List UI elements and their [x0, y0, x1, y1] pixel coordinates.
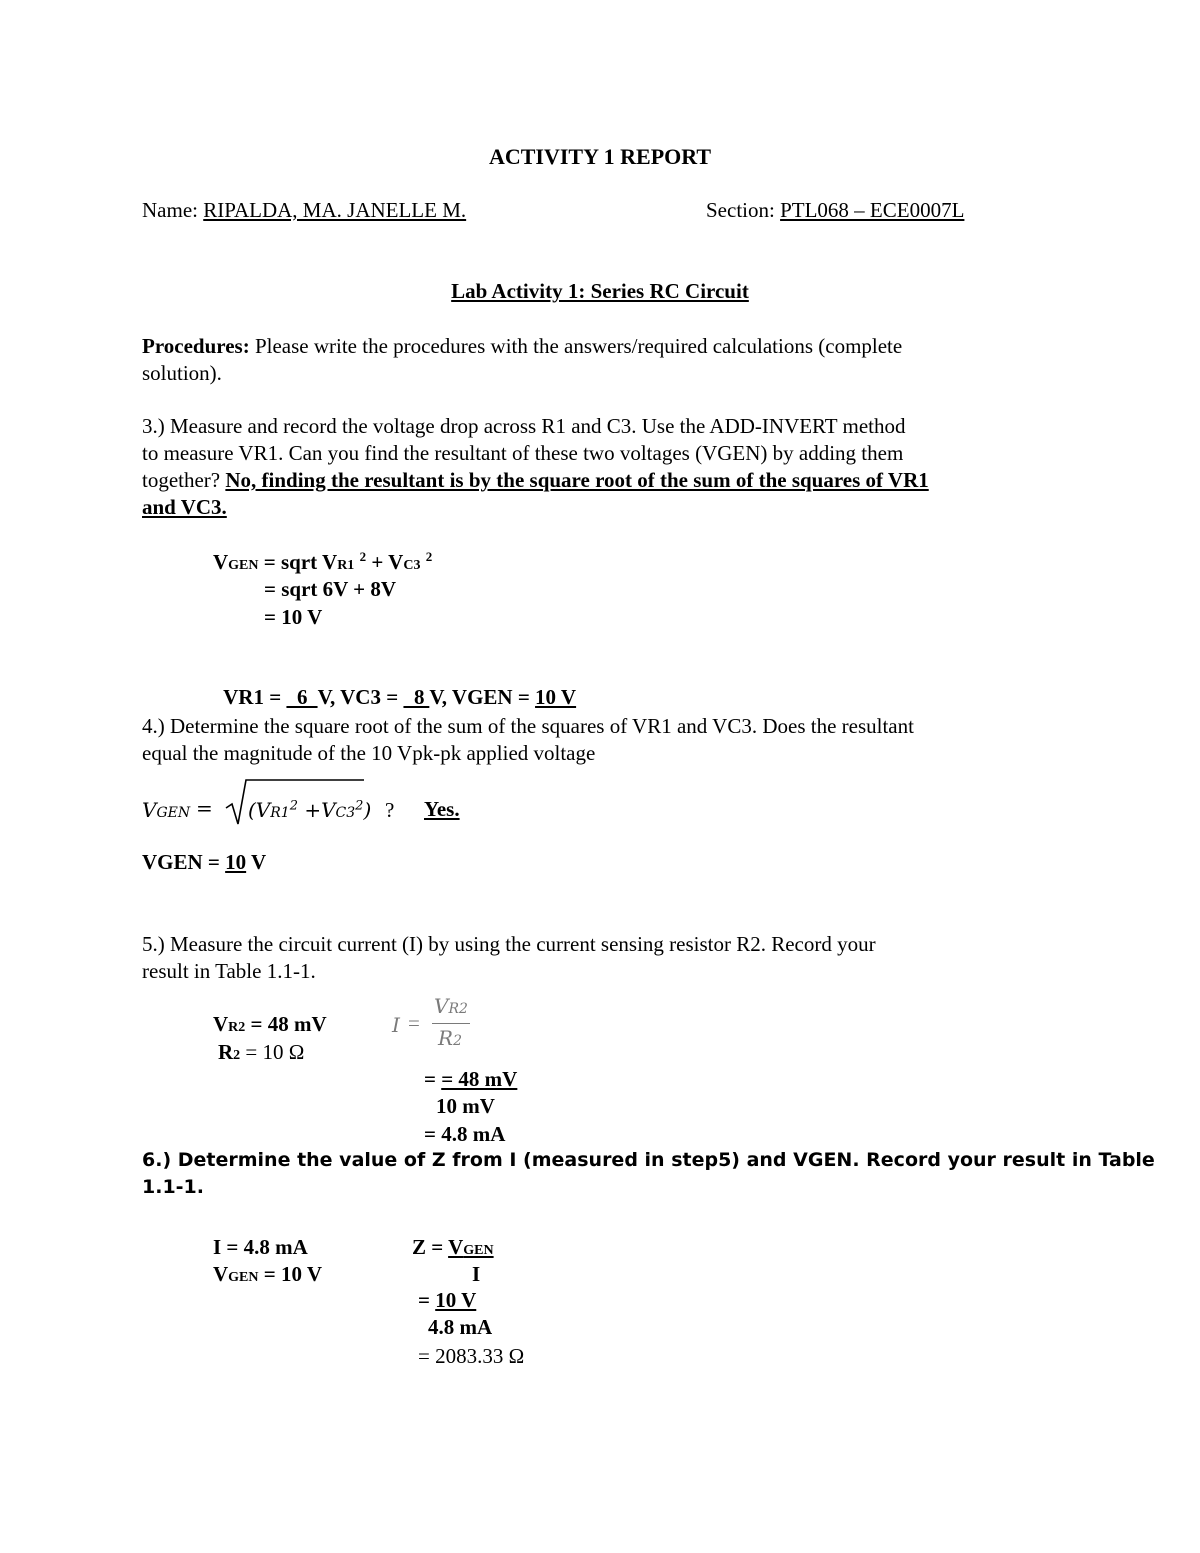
formula-i-den: R2	[438, 1026, 462, 1050]
calc-sq-2: 2	[425, 549, 433, 564]
calc-v: V	[213, 550, 229, 574]
fraction-bar	[432, 1023, 470, 1024]
step4-line1: 4.) Determine the square root of the sum of the squares of VR1 and VC3. Does the resultant	[142, 714, 914, 738]
vgen-label: V, VGEN =	[429, 685, 536, 710]
step6-z-result: = 2083.33 Ω	[418, 1344, 525, 1368]
z-line2-num: 10 V	[435, 1288, 477, 1312]
calc-eq-sqrt: = sqrt V	[258, 550, 338, 574]
step4-result-unit: V	[246, 850, 267, 874]
procedures-line	[142, 334, 902, 359]
step6-line1: 6.) Determine the value of Z from I (measured in step5) and VGEN. Record your result in Table	[142, 1149, 1155, 1171]
formula-i-num: VR2	[434, 994, 468, 1018]
step4-result-label: VGEN =	[142, 850, 226, 874]
vr1-label: VR1 =	[223, 685, 287, 710]
step6-z-line2-den: 4.8 mA	[428, 1315, 493, 1339]
name-value: RIPALDA, MA. JANELLE M.	[203, 198, 467, 222]
name-label: Name:	[142, 198, 198, 222]
step6-z-formula	[412, 1235, 494, 1260]
step5-line1: 5.) Measure the circuit current (I) by using the current sensing resistor R2. Record your	[142, 932, 876, 956]
formula-i-eq: =	[408, 1011, 420, 1035]
calc-r1-sub: R1	[337, 558, 355, 573]
vgen-value: 10 V	[535, 685, 577, 710]
z-label: Z =	[412, 1235, 449, 1259]
formula-radicand: $(VR1^2 +VC3^2)$	[248, 798, 372, 822]
procedures-text: Please write the procedures with the answers/required calculations (complete	[254, 334, 903, 358]
step6-vgen: VGEN = 10 V	[213, 1262, 323, 1286]
step3-calc-line2: = sqrt 6V + 8V	[264, 577, 397, 601]
page-title: ACTIVITY 1 REPORT	[488, 144, 712, 169]
vc3-value: 8	[403, 685, 430, 710]
procedures-text-2: solution).	[142, 361, 222, 385]
calc-gen-sub: GEN	[228, 558, 259, 573]
step3-answer: No, finding the resultant is by the square root of the sum of the squares of VR1	[225, 468, 929, 492]
step3-calc-line3: = 10 V	[264, 605, 323, 629]
step3-answer-cont: and VC3.	[142, 495, 227, 519]
step5-num-value: = 48 mV	[441, 1067, 518, 1091]
step3-line1: 3.) Measure and record the voltage drop across R1 and C3. Use the ADD-INVERT method	[142, 414, 906, 438]
step5-r2: R2 = 10 Ω	[218, 1040, 305, 1064]
step4-formula	[142, 784, 442, 834]
step4-result-value: 10	[225, 850, 247, 874]
section-label: Section:	[706, 198, 775, 222]
step6-line2: 1.1-1.	[142, 1176, 204, 1198]
formula-gen-sub: GEN	[156, 805, 191, 821]
step3-line3	[142, 468, 929, 493]
section-line	[706, 198, 964, 223]
calc-plus-v: + V	[366, 550, 404, 574]
step6-z-den: I	[472, 1262, 481, 1286]
step6-z-line2: = 10 V	[418, 1288, 477, 1312]
step3-result	[213, 660, 576, 710]
step5-line2: result in Table 1.1-1.	[142, 959, 316, 983]
step3-question-end: together?	[142, 468, 221, 492]
vc3-label: V, VC3 =	[317, 685, 404, 710]
formula-i: I	[392, 1013, 400, 1037]
lab-title: Lab Activity 1: Series RC Circuit	[451, 279, 749, 303]
step5-calc-num: = = 48 mV	[424, 1067, 518, 1091]
formula-question: ?	[385, 798, 395, 822]
vr1-value: 6	[286, 685, 318, 710]
procedures-label: Procedures:	[142, 334, 250, 358]
step5-calc-den: 10 mV	[436, 1094, 495, 1118]
calc-c3-sub: C3	[403, 558, 421, 573]
step5-vr2: VR2 = 48 mV	[213, 1012, 327, 1036]
step3-calc-line1	[213, 549, 432, 575]
formula-eq: =	[196, 796, 213, 820]
step3-line2: to measure VR1. Can you find the resultant of these two voltages (VGEN) by adding them	[142, 441, 904, 465]
step5-formula	[392, 994, 482, 1054]
name-line	[142, 198, 466, 223]
formula-v: VGEN	[142, 798, 191, 822]
section-value: PTL068 – ECE0007L	[780, 198, 965, 222]
step4-answer: Yes.	[424, 797, 460, 821]
step6-i-value: I = 4.8 mA	[213, 1235, 308, 1259]
z-num: VGEN	[448, 1235, 494, 1259]
step4-line2: equal the magnitude of the 10 Vpk-pk applied voltage	[142, 741, 596, 765]
step5-calc-result: = 4.8 mA	[424, 1122, 506, 1146]
step4-result	[142, 850, 266, 875]
calc-sq: 2	[359, 549, 367, 564]
